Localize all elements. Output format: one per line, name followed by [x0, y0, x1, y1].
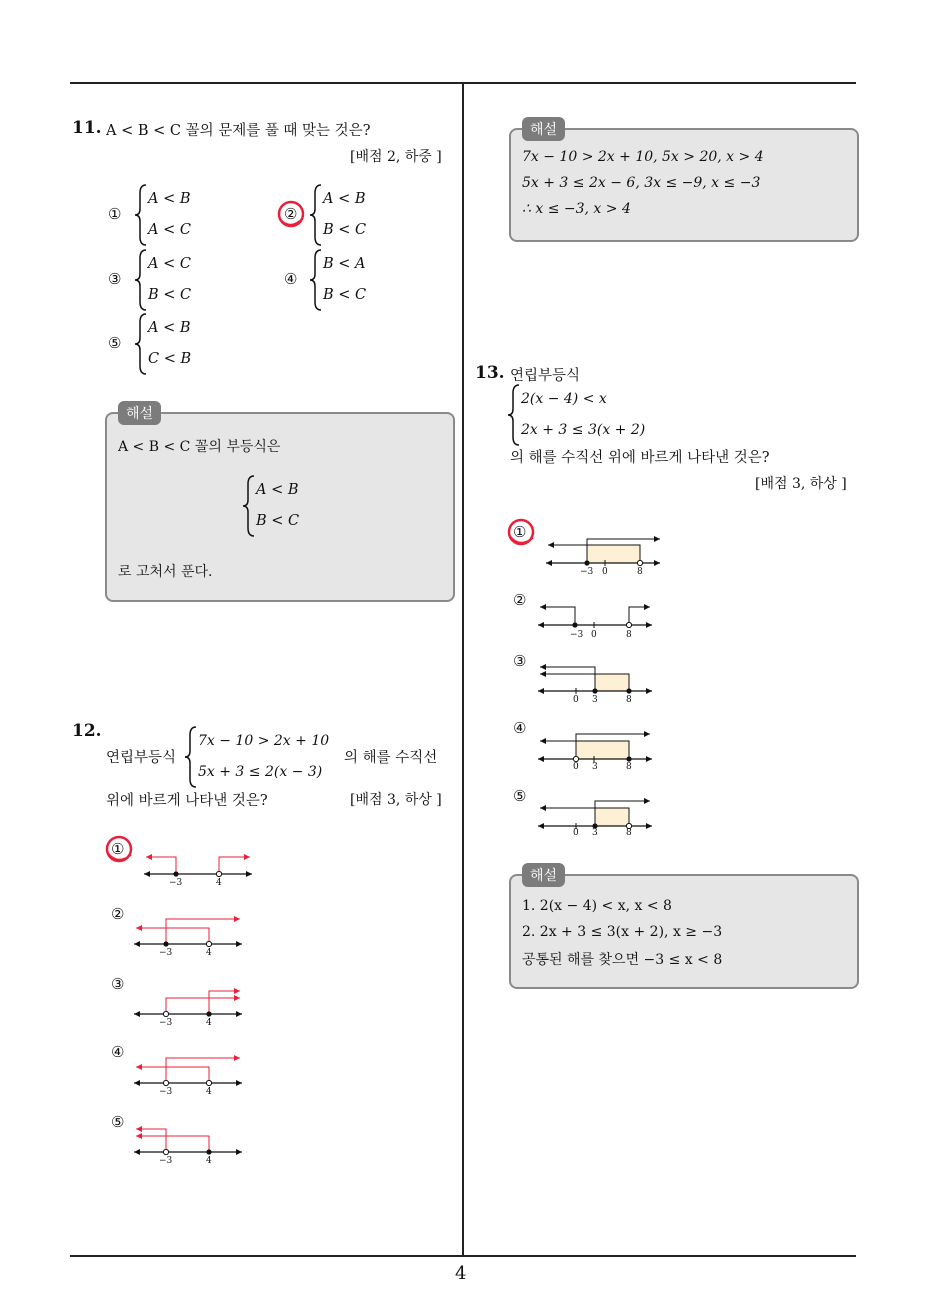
q13-tick-label: −3 — [580, 567, 594, 577]
q12-prefix: 연립부등식 — [106, 750, 177, 766]
q12-tick-label: −3 — [159, 1018, 173, 1028]
q12-suffix: 의 해를 수직선 — [344, 750, 438, 766]
q13-tick-label: 3 — [592, 762, 598, 772]
q13-prefix: 연립부등식 — [510, 368, 581, 384]
brace-icon — [309, 248, 323, 312]
q11-choice-5-label[interactable]: ⑤ — [108, 334, 122, 352]
q13-tick-label: 3 — [592, 695, 598, 705]
q12-solution-line3: ∴ x ≤ −3, x > 4 — [522, 201, 631, 217]
q13-tick-label: 8 — [637, 567, 643, 577]
q12-tick-label: −3 — [159, 1156, 173, 1166]
q11-choice-1-system[interactable]: A < B A < C — [134, 183, 224, 247]
q13-tick-label: 8 — [626, 828, 632, 838]
q12-system: 7x − 10 > 2x + 10 5x + 3 ≤ 2(x − 3) — [184, 725, 334, 789]
q13-system: 2(x − 4) < x 2x + 3 ≤ 3(x + 2) — [507, 383, 657, 447]
q12-tick-label: −3 — [159, 1087, 173, 1097]
q13-solution-line3: 공통된 해를 찾으면 −3 ≤ x < 8 — [522, 952, 723, 968]
q13-tick-label: 0 — [573, 762, 579, 772]
q12-tick-label: 4 — [206, 1156, 212, 1166]
q11-number: 11. — [72, 118, 102, 138]
q11-question: A < B < C 꼴의 문제를 풀 때 맞는 것은? — [106, 123, 371, 139]
q13-choice-4-label[interactable]: ④ — [513, 719, 527, 737]
q12-choice-5-label[interactable]: ⑤ — [111, 1113, 125, 1131]
q11-solution-tag: 해설 — [118, 401, 161, 425]
q12-solution-tag: 해설 — [522, 117, 565, 141]
brace-icon — [134, 183, 148, 247]
brace-icon — [242, 474, 256, 538]
q13-choice-3-label[interactable]: ③ — [513, 652, 527, 670]
q13-solution-line1: 1. 2(x − 4) < x, x < 8 — [522, 898, 672, 914]
brace-icon — [134, 312, 148, 376]
q12-choice-2-label[interactable]: ② — [111, 905, 125, 923]
brace-icon — [184, 725, 198, 789]
q12-choice-4-label[interactable]: ④ — [111, 1043, 125, 1061]
q11-choice-2-system[interactable]: A < B B < C — [309, 183, 399, 247]
q13-tick-label: 3 — [592, 828, 598, 838]
q12-choice-1-label[interactable]: ① — [111, 840, 125, 858]
q12-tick-label: 4 — [206, 1018, 212, 1028]
q12-tick-label: 4 — [206, 1087, 212, 1097]
q13-choice-5-label[interactable]: ⑤ — [513, 787, 527, 805]
q13-line2: 의 해를 수직선 위에 바르게 나타낸 것은? — [510, 450, 770, 466]
q11-choice-4-system[interactable]: B < A B < C — [309, 248, 399, 312]
q13-tick-label: 8 — [626, 630, 632, 640]
q11-choice-5-system[interactable]: A < B C < B — [134, 312, 224, 376]
q12-choice-3-label[interactable]: ③ — [111, 975, 125, 993]
q13-tick-label: 0 — [602, 567, 608, 577]
q11-solution-line2: 로 고처서 푼다. — [118, 564, 213, 580]
q13-choice-1-label[interactable]: ① — [513, 523, 527, 541]
q12-solution-line1: 7x − 10 > 2x + 10, 5x > 20, x > 4 — [522, 149, 764, 165]
q13-numberline-2[interactable] — [534, 598, 659, 634]
column-divider — [462, 83, 464, 1256]
q13-tick-label: 8 — [626, 762, 632, 772]
brace-icon — [309, 183, 323, 247]
brace-icon — [134, 248, 148, 312]
q13-solution-tag: 해설 — [522, 863, 565, 887]
q13-choice-2-label[interactable]: ② — [513, 591, 527, 609]
q13-tick-label: 0 — [573, 828, 579, 838]
q12-numberline-2[interactable] — [130, 912, 250, 954]
q11-choice-3-label[interactable]: ③ — [108, 270, 122, 288]
q12-tick-label: −3 — [159, 948, 173, 958]
q12-points: [배점 3, 하상 ] — [350, 792, 442, 808]
q13-solution-line2: 2. 2x + 3 ≤ 3(x + 2), x ≥ −3 — [522, 924, 723, 940]
q11-solution-line1: A < B < C 꼴의 부등식은 — [118, 439, 281, 455]
q13-number: 13. — [475, 363, 505, 383]
q13-tick-label: −3 — [570, 630, 584, 640]
q12-tick-label: 4 — [206, 948, 212, 958]
brace-icon — [507, 383, 521, 447]
q12-numberline-5[interactable] — [130, 1120, 250, 1162]
q13-tick-label: 0 — [573, 695, 579, 705]
q12-numberline-1[interactable] — [140, 848, 260, 890]
q13-tick-label: 8 — [626, 695, 632, 705]
q13-numberline-4[interactable] — [534, 728, 659, 764]
page-number: 4 — [455, 1263, 467, 1284]
q12-number: 12. — [72, 721, 102, 741]
bottom-rule — [70, 1255, 856, 1257]
q12-tick-label: 4 — [216, 878, 222, 888]
q12-numberline-3[interactable] — [130, 982, 250, 1024]
q11-points: [배점 2, 하중 ] — [350, 149, 442, 165]
q11-choice-1-label[interactable]: ① — [108, 205, 122, 223]
q12-solution-line2: 5x + 3 ≤ 2x − 6, 3x ≤ −9, x ≤ −3 — [522, 175, 761, 191]
q11-choice-3-system[interactable]: A < C B < C — [134, 248, 224, 312]
q11-solution-system: A < B B < C — [242, 474, 332, 538]
q13-numberline-1[interactable] — [542, 532, 667, 568]
q12-line2: 위에 바르게 나타낸 것은? — [106, 793, 268, 809]
q11-choice-4-label[interactable]: ④ — [284, 270, 298, 288]
q12-numberline-4[interactable] — [130, 1051, 250, 1093]
q13-numberline-3[interactable] — [534, 660, 659, 696]
q12-tick-label: −3 — [169, 878, 183, 888]
q13-points: [배점 3, 하상 ] — [755, 476, 847, 492]
q13-tick-label: 0 — [591, 630, 597, 640]
q11-choice-2-label[interactable]: ② — [284, 205, 298, 223]
q13-numberline-5[interactable] — [534, 795, 659, 831]
